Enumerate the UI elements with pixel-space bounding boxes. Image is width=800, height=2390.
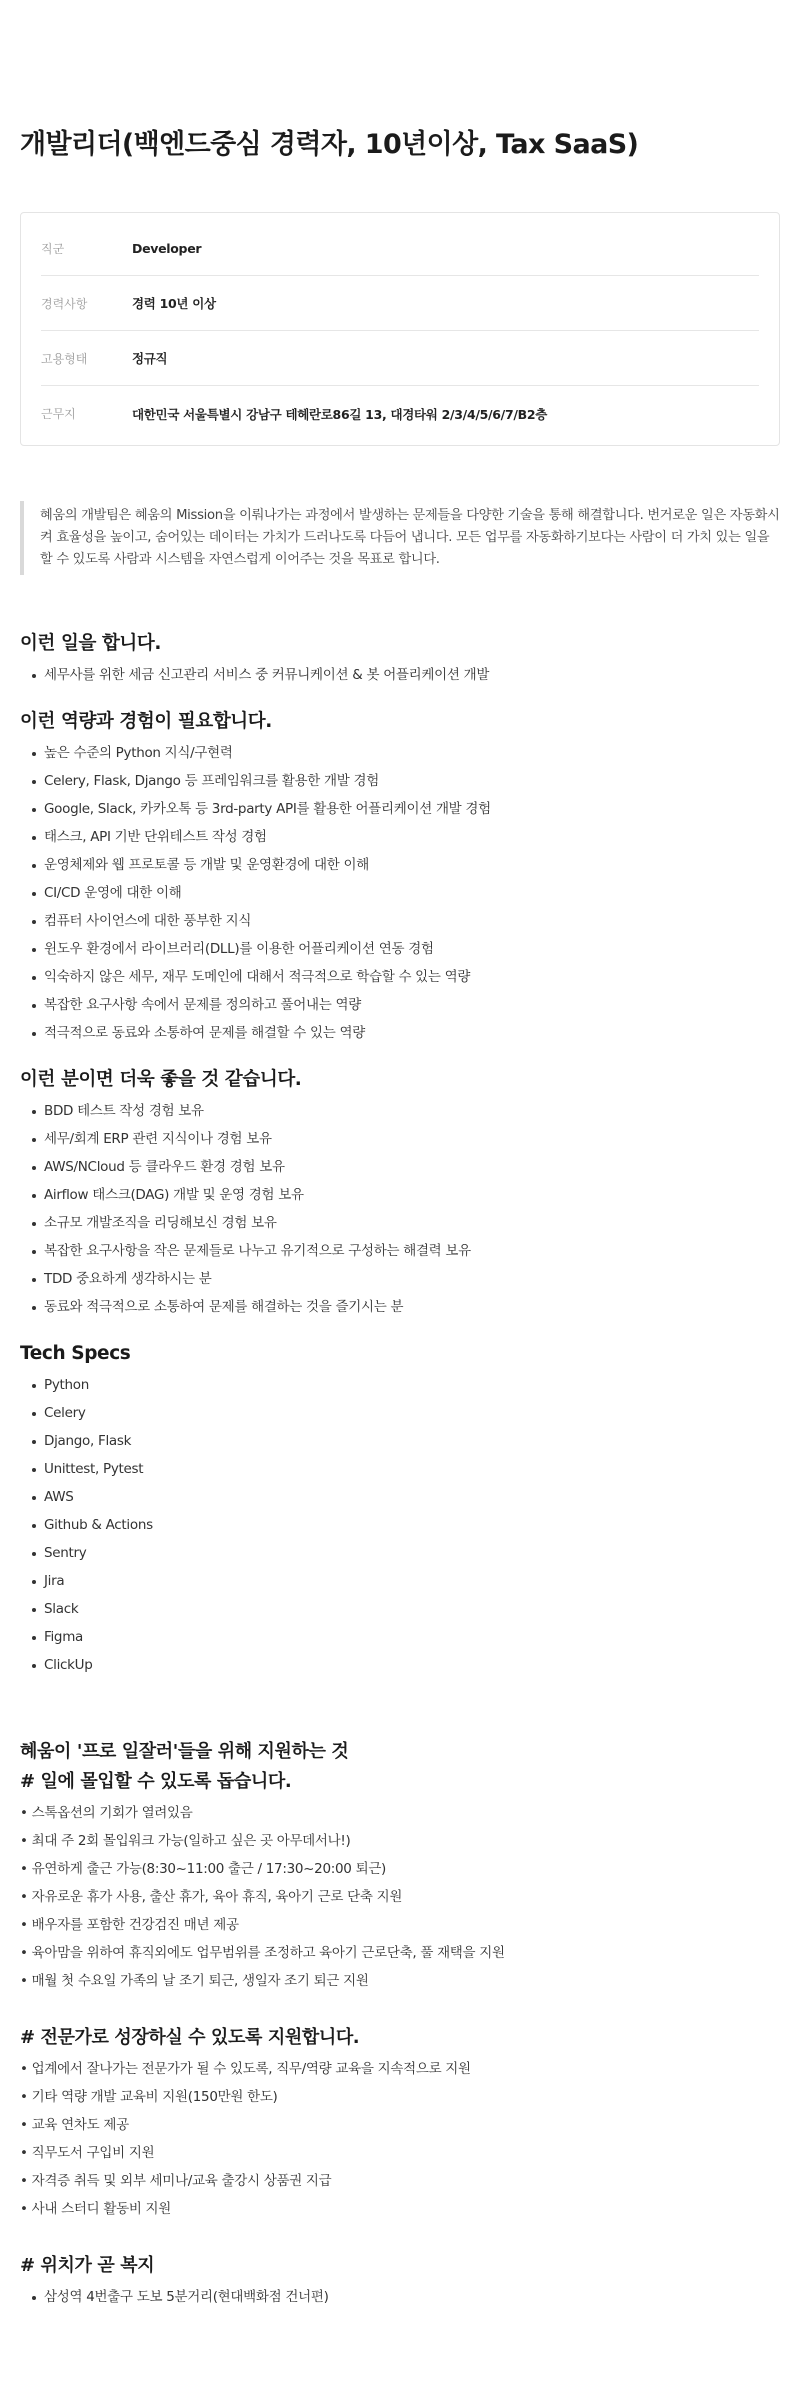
tech-spec-item: AWS (20, 1483, 780, 1511)
benefit-growth-list (20, 2055, 780, 2223)
list-item: 복잡한 요구사항을 작은 문제들로 나누고 유기적으로 구성하는 해결력 보유 (20, 1237, 780, 1265)
benefit-location-list (20, 2283, 780, 2311)
info-row-location (41, 386, 759, 441)
tech-spec-item: Figma (20, 1623, 780, 1651)
tech-spec-item: Python (20, 1371, 780, 1399)
list-item: 세무/회계 ERP 관련 지식이나 경험 보유 (20, 1125, 780, 1153)
list-item: 높은 수준의 Python 지식/구현력 (20, 739, 780, 767)
list-item: 복잡한 요구사항 속에서 문제를 정의하고 풀어내는 역량 (20, 991, 780, 1019)
benefits-heading: 혜움이 '프로 일잘러'들을 위해 지원하는 것 (20, 1741, 349, 1762)
list-item: BDD 테스트 작성 경험 보유 (20, 1097, 780, 1125)
info-row-employment-type (41, 331, 759, 386)
info-value: 경력 10년 이상 (132, 296, 216, 311)
benefit-growth-title: # 전문가로 성장하실 수 있도록 지원합니다. (20, 2027, 360, 2048)
benefit-focus-list (20, 1799, 780, 1995)
work-list (20, 661, 780, 689)
section-title: 이런 역량과 경험이 필요합니다. (20, 711, 272, 732)
list-item: 동료와 적극적으로 소통하여 문제를 해결하는 것을 즐기시는 분 (20, 1293, 780, 1321)
benefit-item: • 배우자를 포함한 건강검진 매년 제공 (20, 1917, 239, 1933)
tech-spec-item: Jira (20, 1567, 780, 1595)
benefit-focus-title: # 일에 몰입할 수 있도록 돕습니다. (20, 1771, 292, 1792)
list-item: TDD 중요하게 생각하시는 분 (20, 1265, 780, 1293)
list-item: 적극적으로 동료와 소통하여 문제를 해결할 수 있는 역량 (20, 1019, 780, 1047)
benefit-item: • 육아맘을 위하여 휴직외에도 업무범위를 조정하고 육아기 근로단축, 풀 재택을 지원 (20, 1945, 505, 1961)
benefit-item: 삼성역 4번출구 도보 5분거리(현대백화점 건너편) (20, 2283, 780, 2311)
section-title: Tech Specs (20, 1343, 131, 1364)
section-benefits (20, 1739, 780, 2311)
info-value: 정규직 (132, 351, 168, 366)
benefit-item: • 최대 주 2회 몰입워크 가능(일하고 싶은 곳 아무데서나!) (20, 1833, 351, 1849)
list-item: Airflow 태스크(DAG) 개발 및 운영 경험 보유 (20, 1181, 780, 1209)
list-item: CI/CD 운영에 대한 이해 (20, 879, 780, 907)
list-item: Google, Slack, 카카오톡 등 3rd-party API를 활용한 어플리케이션 개발 경험 (20, 795, 780, 823)
list-item: 세무사를 위한 세금 신고관리 서비스 중 커뮤니케이션 & 봇 어플리케이션 개발 (20, 661, 780, 689)
list-item: 윈도우 환경에서 라이브러리(DLL)를 이용한 어플리케이션 연동 경험 (20, 935, 780, 963)
list-item: 소규모 개발조직을 리딩해보신 경험 보유 (20, 1209, 780, 1237)
info-label: 근무지 (41, 407, 76, 421)
info-row-experience (41, 276, 759, 331)
job-title: 개발리더(백엔드중심 경력자, 10년이상, Tax SaaS) (20, 129, 639, 160)
list-item: 익숙하지 않은 세무, 재무 도메인에 대해서 적극적으로 학습할 수 있는 역량 (20, 963, 780, 991)
section-title: 이런 일을 합니다. (20, 633, 162, 654)
benefit-item: • 자격증 취득 및 외부 세미나/교육 출강시 상품권 지급 (20, 2173, 332, 2189)
tech-spec-item: Github & Actions (20, 1511, 780, 1539)
benefit-item: • 업계에서 잘나가는 전문가가 될 수 있도록, 직무/역량 교육을 지속적으로 지원 (20, 2061, 471, 2077)
list-item: Celery, Flask, Django 등 프레임워크를 활용한 개발 경험 (20, 767, 780, 795)
benefit-item: • 유연하게 출근 가능(8:30~11:00 출근 / 17:30~20:00 퇴근) (20, 1861, 387, 1877)
tech-spec-item: Celery (20, 1399, 780, 1427)
tech-spec-item: Unittest, Pytest (20, 1455, 780, 1483)
benefit-item: • 사내 스터디 활동비 지원 (20, 2201, 172, 2217)
info-row-category (41, 221, 759, 276)
job-posting (0, 126, 800, 2311)
info-value: 대한민국 서울특별시 강남구 테헤란로86길 13, 대경타워 2/3/4/5/6/7/B2층 (132, 406, 548, 422)
section-preferred (20, 1067, 780, 1321)
benefit-item: • 매월 첫 수요일 가족의 날 조기 퇴근, 생일자 조기 퇴근 지원 (20, 1973, 369, 1989)
info-label: 경력사항 (41, 296, 88, 311)
section-title: 이런 분이면 더욱 좋을 것 같습니다. (20, 1069, 302, 1090)
tech-specs-list (20, 1371, 780, 1679)
benefit-item: • 자유로운 휴가 사용, 출산 휴가, 육아 휴직, 육아기 근로 단축 지원 (20, 1889, 403, 1905)
benefit-item: • 스톡옵션의 기회가 열려있음 (20, 1805, 193, 1821)
tech-spec-item: Slack (20, 1595, 780, 1623)
tech-spec-item: ClickUp (20, 1651, 780, 1679)
benefit-location-title: # 위치가 곧 복지 (20, 2255, 155, 2276)
tech-spec-item: Sentry (20, 1539, 780, 1567)
benefit-item: • 직무도서 구입비 지원 (20, 2145, 155, 2161)
section-tech-specs (20, 1341, 780, 1679)
section-requirements (20, 709, 780, 1047)
tech-spec-item: Django, Flask (20, 1427, 780, 1455)
list-item: 운영체제와 웹 프로토콜 등 개발 및 운영환경에 대한 이해 (20, 851, 780, 879)
benefit-item: • 교육 연차도 제공 (20, 2117, 129, 2133)
requirements-list (20, 739, 780, 1047)
info-value: Developer (132, 240, 202, 256)
team-intro-quote: 혜움의 개발팀은 혜움의 Mission을 이뤄나가는 과정에서 발생하는 문제들을 다양한 기술을 통해 해결합니다. 번거로운 일은 자동화시켜 효율성을 높이고, 숨어있는 데이터는 가치가 드러나도록 다듬어 냅니다. 모든 업무를 자동화하기보다는 사람이 더 가치 있는 일을 할 수 있도록 사람과 시스템을 자연스럽게 이어주는 것을 목표로 합니다. (20, 501, 780, 575)
section-work (20, 631, 780, 689)
preferred-list (20, 1097, 780, 1321)
list-item: AWS/NCloud 등 클라우드 환경 경험 보유 (20, 1153, 780, 1181)
list-item: 태스크, API 기반 단위테스트 작성 경험 (20, 823, 780, 851)
info-label: 직군 (41, 241, 65, 256)
info-label: 고용형태 (41, 351, 88, 366)
benefit-item: • 기타 역량 개발 교육비 지원(150만원 한도) (20, 2089, 278, 2105)
job-info-card (20, 212, 780, 446)
list-item: 컴퓨터 사이언스에 대한 풍부한 지식 (20, 907, 780, 935)
